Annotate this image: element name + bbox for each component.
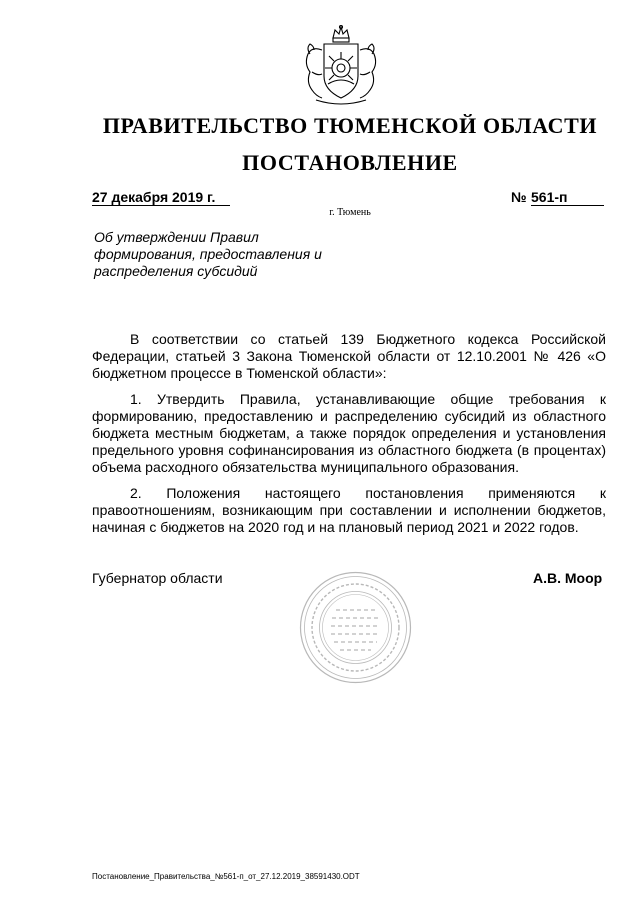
item-1-paragraph: 1. Утвердить Правила, устанавливающие общие требования к формированию, предоставлению и распределению субсидий из областного бюджета местным бюджетам, а также порядок определения и установления предельного уровня софинансирования из областного бюджета (в процентах) объема расходного обязательства муниципального образования. xyxy=(92,391,606,475)
signer-position: Губернатор области xyxy=(92,570,223,586)
city-label: г. Тюмень xyxy=(329,207,371,218)
number-sign: № xyxy=(511,189,527,205)
document-date: 27 декабря 2019 г. xyxy=(92,189,216,205)
document-number: 561-п xyxy=(531,189,568,205)
date-underline xyxy=(92,205,230,206)
preamble-paragraph: В соответствии со статьей 139 Бюджетного кодекса Российской Федерации, статьей 3 Закона Тюменской области от 12.10.2001 № 426 «О бюджетном процессе в Тюменской области»: xyxy=(92,331,606,381)
signer-name: А.В. Моор xyxy=(533,570,603,586)
document-subject: Об утверждении Правил формирования, предоставления и распределения субсидий xyxy=(94,229,322,279)
government-title: ПРАВИТЕЛЬСТВО ТЮМЕНСКОЙ ОБЛАСТИ xyxy=(102,113,598,138)
coat-of-arms-icon xyxy=(298,24,384,108)
footer-filename: Постановление_Правительства_№561-п_от_27.12.2019_38591430.ODT xyxy=(92,872,360,881)
item-2-paragraph: 2. Положения настоящего постановления применяются к правоотношениям, возникающим при составлении и исполнении бюджетов, начиная с бюджетов на 2020 год и на плановый период 2021 и 2022 годов. xyxy=(92,485,606,535)
document-body xyxy=(92,331,606,545)
official-seal-icon xyxy=(298,570,413,685)
document-type: ПОСТАНОВЛЕНИЕ xyxy=(242,150,458,175)
number-underline xyxy=(531,205,604,206)
